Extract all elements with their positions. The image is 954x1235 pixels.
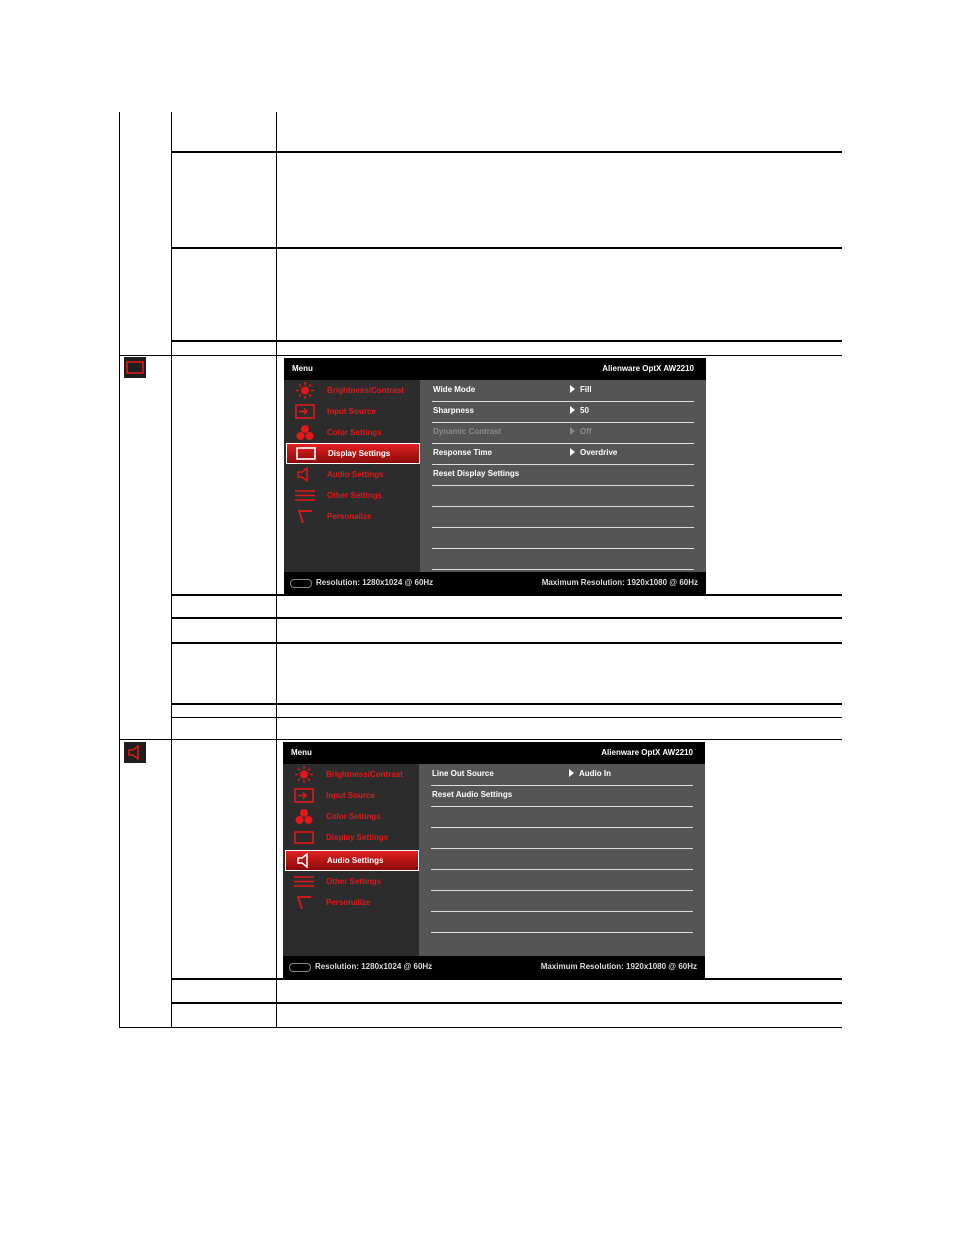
setting-name: Reset Display Settings [433,469,520,478]
setting-empty-row [432,485,694,507]
setting-value: Audio In [569,769,611,778]
menu-item-label: Color Settings [327,428,382,437]
setting-name: Reset Audio Settings [432,790,513,799]
menu-item-label: Input Source [326,791,375,800]
setting-empty-row [431,806,693,828]
input-source-icon [294,403,316,420]
setting-empty-row [432,548,694,570]
max-resolution: Maximum Resolution: 1920x1080 @ 60Hz [541,578,698,587]
osd-header [284,358,706,380]
setting-empty-row [431,911,693,933]
setting-value: 50 [570,406,589,415]
row-divider [119,355,842,356]
max-resolution: Maximum Resolution: 1920x1080 @ 60Hz [540,962,697,971]
row-divider [171,247,842,249]
menu-item-label: Color Settings [326,812,381,821]
menu-item-label: Audio Settings [327,856,384,865]
row-divider [171,978,842,980]
menu-item-label: Display Settings [326,833,389,842]
osd-footer [284,572,706,594]
setting-name: Response Time [433,448,492,457]
menu-item-audio-settings[interactable] [285,850,419,871]
setting-name: Dynamic Contrast [433,427,502,436]
osd-menu [283,764,419,956]
setting-response-time[interactable] [432,443,694,465]
osd-menu-title: Menu [292,364,313,373]
other-settings-icon [293,873,315,890]
osd-menu [284,380,420,572]
setting-value: Fill [570,385,592,394]
audio-settings-icon [124,742,146,763]
osd-settings-panel [419,764,705,956]
input-source-icon [293,787,315,804]
display-settings-icon [295,445,317,462]
osd-audio-settings [283,742,705,978]
menu-item-display-settings[interactable] [283,827,419,848]
row-divider [119,739,842,740]
osd-display-settings [284,358,706,594]
osd-menu-title: Menu [291,748,312,757]
row-divider [171,703,842,705]
osd-model-name: Alienware OptX AW2210 [602,364,694,373]
menu-item-label: Display Settings [328,449,391,458]
connector-icon [290,579,312,588]
current-resolution: Resolution: 1280x1024 @ 60Hz [316,578,434,587]
row-divider [171,642,842,644]
setting-sharpness[interactable] [432,401,694,423]
osd-header [283,742,705,764]
menu-item-label: Brightness/Contrast [327,386,404,395]
personalize-icon [294,508,316,525]
setting-empty-row [431,848,693,870]
setting-name: Wide Mode [433,385,476,394]
menu-item-color-settings[interactable] [284,422,420,443]
table-col2-divider [276,112,277,1028]
setting-line-out-source[interactable] [431,764,693,786]
menu-item-label: Other Settings [327,491,383,500]
table-bottom-border [119,1027,842,1028]
row-divider [171,717,842,718]
other-settings-icon [294,487,316,504]
row-divider [171,151,842,153]
menu-item-brightness-contrast[interactable] [283,764,419,785]
brightness-icon [294,382,316,399]
menu-item-personalize[interactable] [283,892,419,913]
menu-item-label: Audio Settings [327,470,384,479]
table-col1-divider [171,112,172,1028]
menu-item-label: Other Settings [326,877,382,886]
audio-settings-icon [294,852,316,869]
row-divider [171,1002,842,1004]
setting-reset-audio[interactable] [431,785,693,807]
color-settings-icon [294,424,316,441]
display-settings-icon [293,829,315,846]
setting-reset-display[interactable] [432,464,694,486]
setting-empty-row [431,890,693,912]
setting-wide-mode[interactable] [432,380,694,402]
audio-settings-icon [294,466,316,483]
setting-empty-row [431,869,693,891]
connector-icon [289,963,311,972]
menu-item-audio-settings[interactable] [284,464,420,485]
setting-value: Overdrive [570,448,617,457]
row-divider [171,340,842,342]
menu-item-label: Brightness/Contrast [326,770,403,779]
menu-item-input-source[interactable] [283,785,419,806]
osd-model-name: Alienware OptX AW2210 [601,748,693,757]
display-settings-icon [124,357,146,378]
setting-dynamic-contrast [432,422,694,444]
osd-footer [283,956,705,978]
menu-item-color-settings[interactable] [283,806,419,827]
menu-item-brightness-contrast[interactable] [284,380,420,401]
table-left-border [119,112,120,1028]
row-divider [171,617,842,619]
color-settings-icon [293,808,315,825]
menu-item-personalize[interactable] [284,506,420,527]
menu-item-label: Personalize [327,512,372,521]
menu-item-input-source[interactable] [284,401,420,422]
personalize-icon [293,894,315,911]
setting-empty-row [432,506,694,528]
row-divider [171,594,842,596]
setting-empty-row [431,827,693,849]
setting-empty-row [432,527,694,549]
menu-item-display-settings[interactable] [286,443,420,464]
menu-item-other-settings[interactable] [283,871,419,892]
menu-item-label: Input Source [327,407,376,416]
setting-value: Off [570,427,592,436]
current-resolution: Resolution: 1280x1024 @ 60Hz [315,962,433,971]
setting-name: Line Out Source [432,769,494,778]
menu-item-other-settings[interactable] [284,485,420,506]
brightness-icon [293,766,315,783]
menu-item-label: Personalize [326,898,371,907]
setting-name: Sharpness [433,406,474,415]
osd-settings-panel [420,380,706,572]
